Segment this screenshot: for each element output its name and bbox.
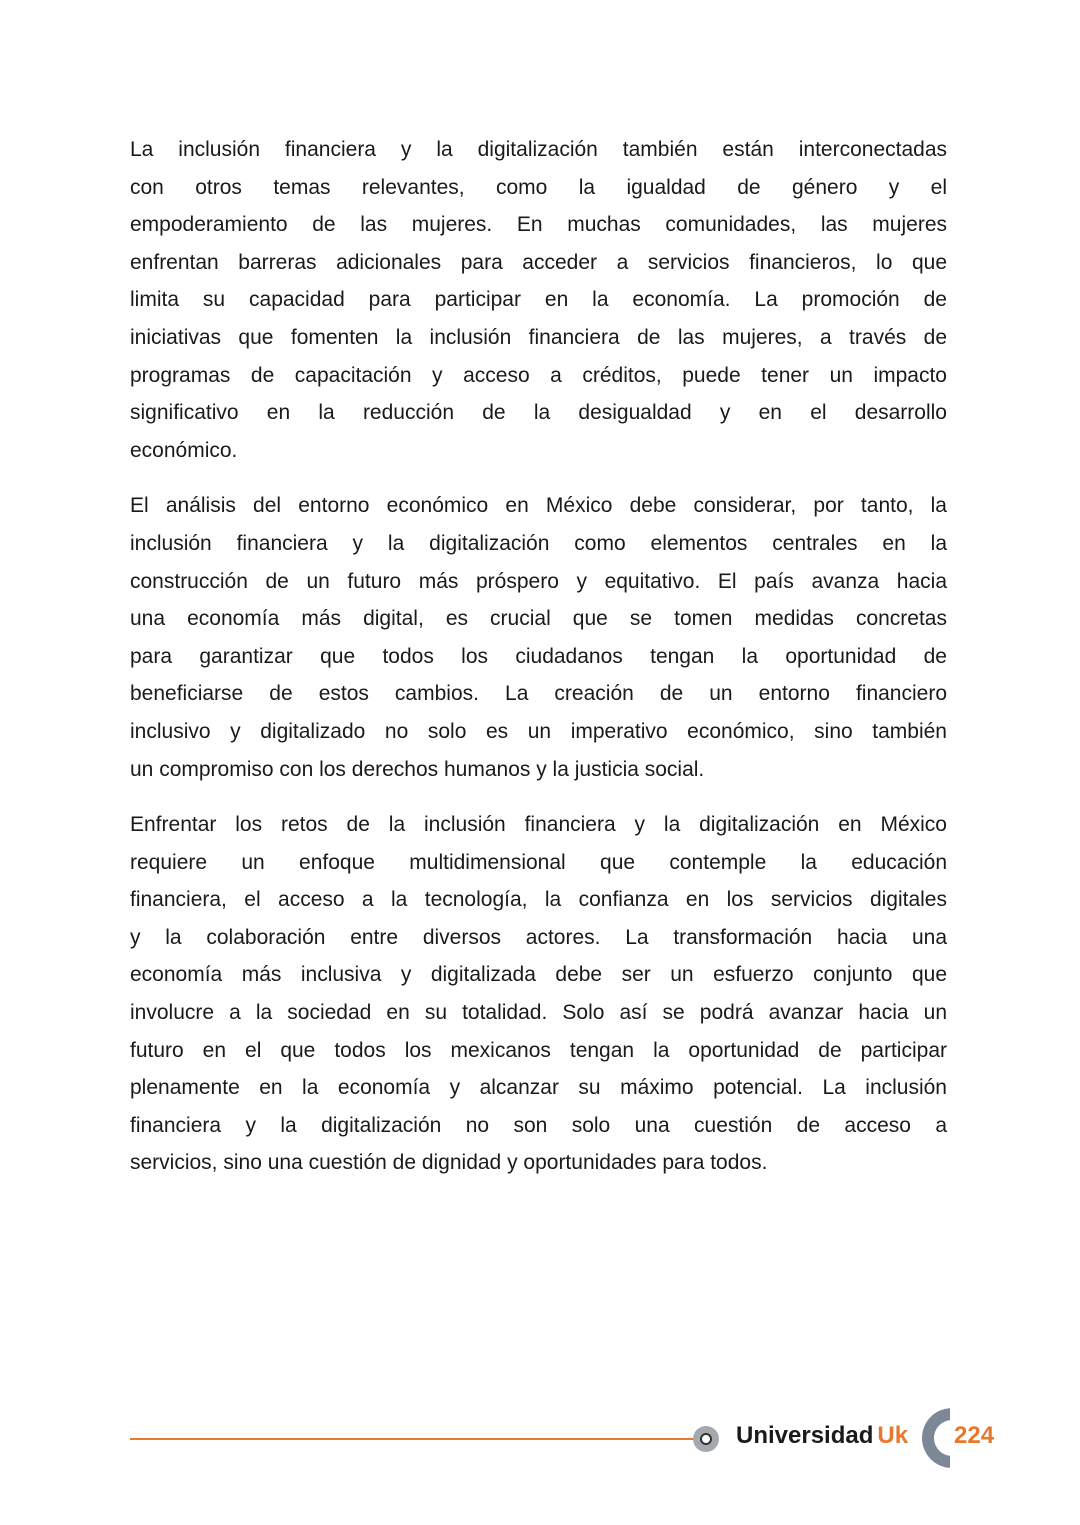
text-line: requiere un enfoque multidimensional que contemple la educación <box>130 850 947 874</box>
text-line: economía más inclusiva y digitalizada debe ser un esfuerzo conjunto que <box>130 963 947 987</box>
text-line: enfrentan barreras adicionales para acceder a servicios financieros, lo que <box>130 250 947 274</box>
text-line: significativo en la reducción de la desigualdad y en el desarrollo <box>130 401 947 425</box>
brand-accent: Uk <box>877 1422 909 1449</box>
text-line: económico. <box>130 438 238 462</box>
body-text <box>130 131 947 1200</box>
text-line: y la colaboración entre diversos actores. La transformación hacia una <box>130 925 947 949</box>
text-line: limita su capacidad para participar en la economía. La promoción de <box>130 288 947 312</box>
text-line: servicios, sino una cuestión de dignidad y oportunidades para todos. <box>130 1151 768 1175</box>
target-icon <box>693 1426 719 1452</box>
text-line: financiera y la digitalización no son solo una cuestión de acceso a <box>130 1113 947 1137</box>
text-line: involucre a la sociedad en su totalidad. Solo así se podrá avanzar hacia un <box>130 1001 947 1025</box>
text-line: construcción de un futuro más próspero y equitativo. El país avanza hacia <box>130 569 947 593</box>
text-line: El análisis del entorno económico en México debe considerar, por tanto, la <box>130 494 947 518</box>
brand-name: Universidad <box>736 1422 874 1449</box>
text-line: programas de capacitación y acceso a créditos, puede tener un impacto <box>130 363 947 387</box>
text-line: empoderamiento de las mujeres. En muchas comunidades, las mujeres <box>130 213 947 237</box>
text-line: iniciativas que fomenten la inclusión financiera de las mujeres, a través de <box>130 325 947 349</box>
paragraph <box>130 131 947 469</box>
text-line: La inclusión financiera y la digitalización también están interconectadas <box>130 138 947 161</box>
brand-logo <box>736 1422 908 1450</box>
text-line: una economía más digital, es crucial que se tomen medidas concretas <box>130 607 947 631</box>
text-line: un compromiso con los derechos humanos y la justicia social. <box>130 757 705 781</box>
text-line: para garantizar que todos los ciudadanos tengan la oportunidad de <box>130 644 947 668</box>
paragraph <box>130 806 947 1182</box>
page-number: 224 <box>954 1422 995 1449</box>
text-line: futuro en el que todos los mexicanos tengan la oportunidad de participar <box>130 1038 947 1062</box>
text-line: financiera, el acceso a la tecnología, la confianza en los servicios digitales <box>130 888 947 912</box>
paragraph <box>130 487 947 788</box>
text-line: inclusión financiera y la digitalización como elementos centrales en la <box>130 531 947 555</box>
text-line: plenamente en la economía y alcanzar su máximo potencial. La inclusión <box>130 1076 947 1100</box>
text-line: inclusivo y digitalizado no solo es un imperativo económico, sino también <box>130 719 947 743</box>
text-line: Enfrentar los retos de la inclusión financiera y la digitalización en México <box>130 813 947 837</box>
footer-divider <box>130 1438 695 1440</box>
text-line: con otros temas relevantes, como la igualdad de género y el <box>130 175 947 199</box>
text-line: beneficiarse de estos cambios. La creación de un entorno financiero <box>130 682 947 706</box>
